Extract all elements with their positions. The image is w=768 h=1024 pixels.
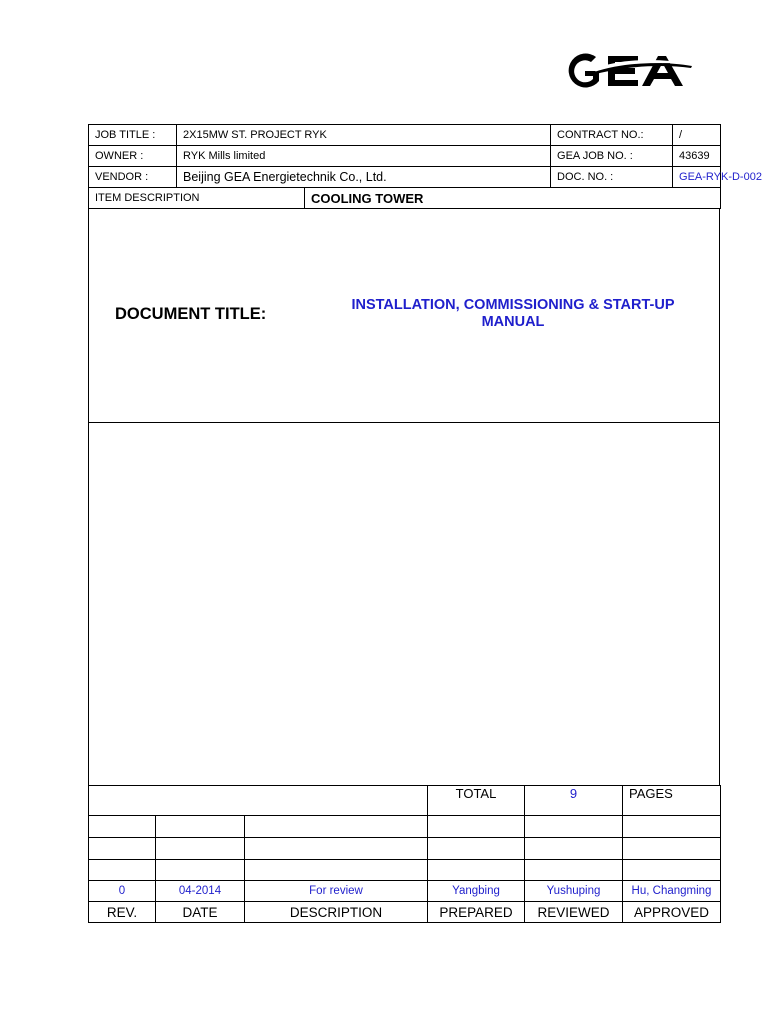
revision-entry-row xyxy=(89,881,721,902)
reviewed-header: REVIEWED xyxy=(525,902,623,923)
document-body-area xyxy=(88,423,720,786)
doc-no-value: GEA-RYK-D-002 xyxy=(673,167,721,188)
document-title-label: DOCUMENT TITLE: xyxy=(115,305,267,323)
total-spacer xyxy=(89,786,428,816)
contract-value: / xyxy=(673,125,721,146)
revision-prepared: Yangbing xyxy=(428,881,525,902)
vendor-label: VENDOR : xyxy=(89,167,177,188)
revision-header-row xyxy=(89,902,721,923)
contract-label: CONTRACT NO.: xyxy=(551,125,673,146)
approved-header: APPROVED xyxy=(623,902,721,923)
description-header: DESCRIPTION xyxy=(245,902,428,923)
pages-label: PAGES xyxy=(623,786,721,816)
job-title-value: 2X15MW ST. PROJECT RYK xyxy=(177,125,551,146)
job-title-row xyxy=(89,125,721,146)
vendor-value: Beijing GEA Energietechnik Co., Ltd. xyxy=(177,167,551,188)
revision-date: 04-2014 xyxy=(156,881,245,902)
job-title-label: JOB TITLE : xyxy=(89,125,177,146)
gea-logo xyxy=(566,50,702,92)
owner-row xyxy=(89,146,721,167)
document-title-block xyxy=(88,209,720,423)
document-title-line-1: INSTALLATION, COMMISSIONING & START-UP xyxy=(351,297,675,313)
rev-header: REV. xyxy=(89,902,156,923)
total-value: 9 xyxy=(525,786,623,816)
gea-job-value: 43639 xyxy=(673,146,721,167)
date-header: DATE xyxy=(156,902,245,923)
revision-blank-row xyxy=(89,860,721,881)
item-description-label: ITEM DESCRIPTION xyxy=(89,188,305,209)
revision-approved: Hu, Changming xyxy=(623,881,721,902)
gea-job-label: GEA JOB NO. : xyxy=(551,146,673,167)
document-title-value xyxy=(325,297,701,331)
revision-blank-row xyxy=(89,816,721,838)
document-title-line-2: MANUAL xyxy=(481,314,545,330)
revision-table xyxy=(88,785,721,923)
item-description-value: COOLING TOWER xyxy=(305,188,721,209)
owner-value: RYK Mills limited xyxy=(177,146,551,167)
revision-number: 0 xyxy=(89,881,156,902)
total-pages-row xyxy=(89,786,721,816)
item-description-row xyxy=(89,188,721,209)
prepared-header: PREPARED xyxy=(428,902,525,923)
vendor-row xyxy=(89,167,721,188)
total-label: TOTAL xyxy=(428,786,525,816)
revision-description: For review xyxy=(245,881,428,902)
header-table xyxy=(88,124,762,209)
doc-no-label: DOC. NO. : xyxy=(551,167,673,188)
revision-blank-row xyxy=(89,838,721,860)
revision-reviewed: Yushuping xyxy=(525,881,623,902)
owner-label: OWNER : xyxy=(89,146,177,167)
